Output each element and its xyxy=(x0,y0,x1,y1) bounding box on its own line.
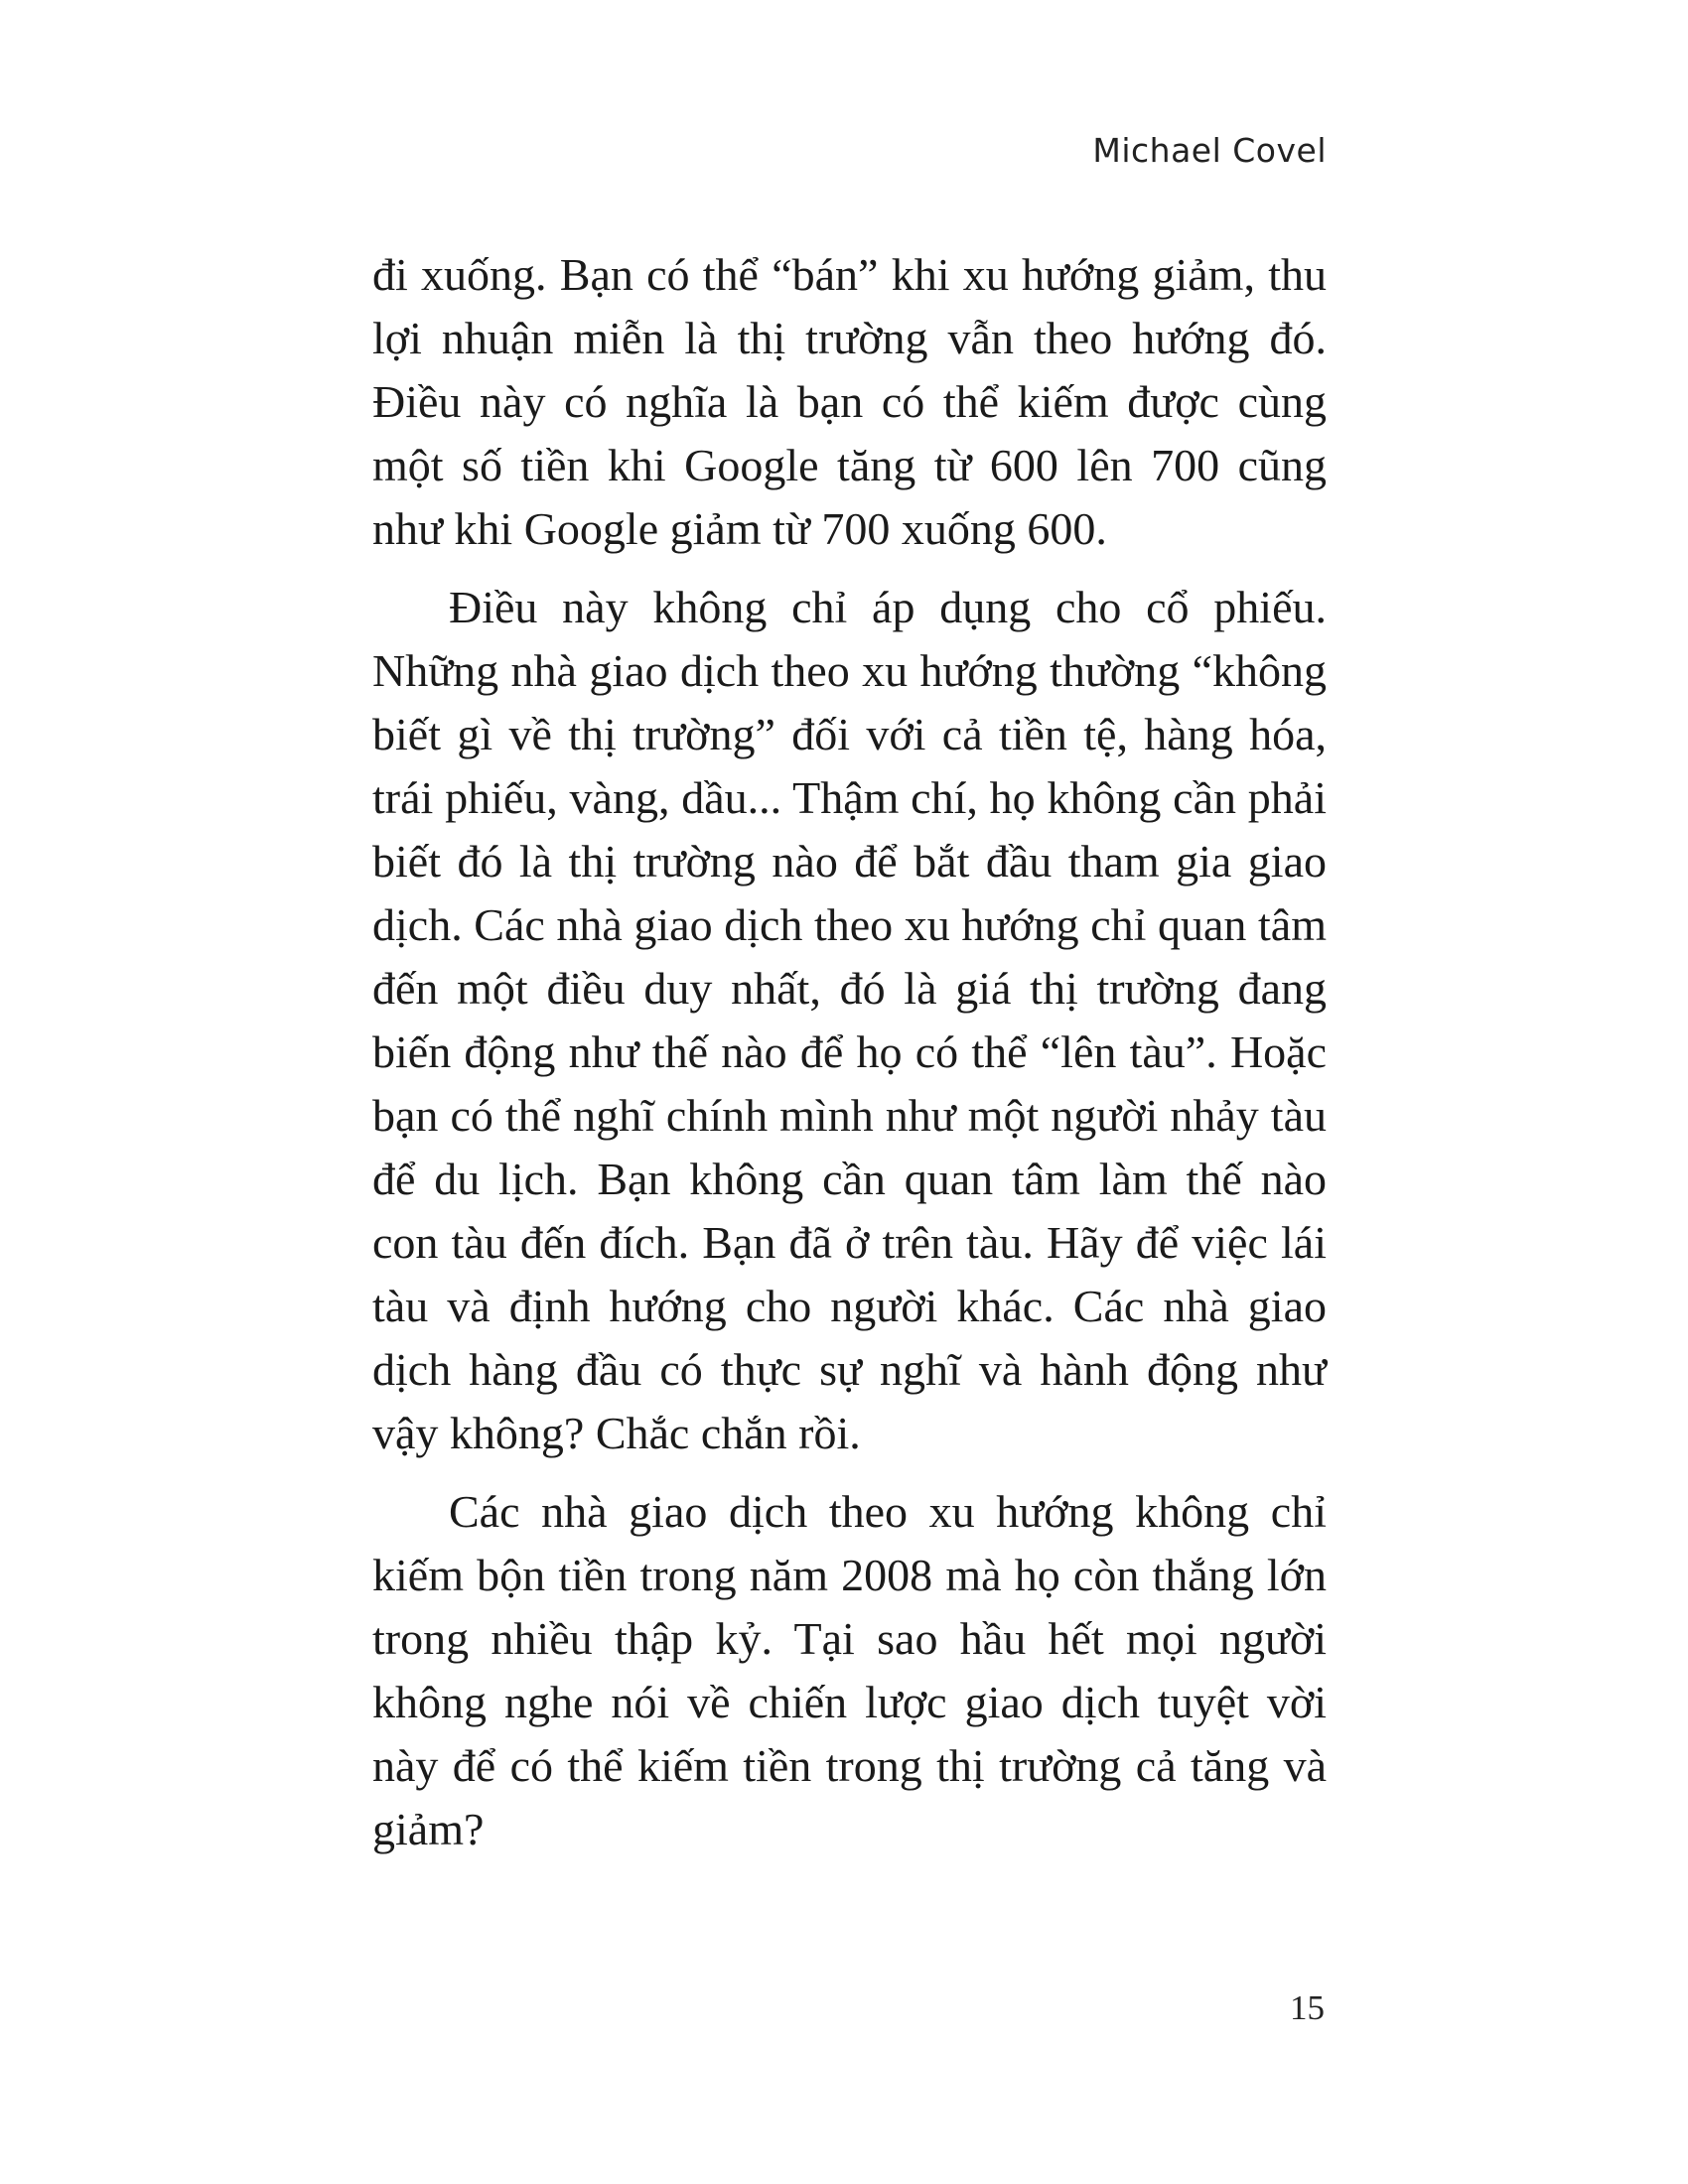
paragraph-3: Các nhà giao dịch theo xu hướng không chỉ kiếm bộn tiền trong năm 2008 mà họ còn thắng lớn trong nhiều thập kỷ. Tại sao hầu hết mọi người không nghe nói về chiến lược giao dịch tuyệt vời này để có thể kiếm tiền trong thị trường cả tăng và giảm? xyxy=(372,1486,1327,1854)
paragraph-2: Điều này không chỉ áp dụng cho cổ phiếu. Những nhà giao dịch theo xu hướng thường “không biết gì về thị trường” đối với cả tiền tệ, hàng hóa, trái phiếu, vàng, dầu... Thậm chí, họ không cần phải biết đó là thị trường nào để bắt đầu tham gia giao dịch. Các nhà giao dịch theo xu hướng chỉ quan tâm đến một điều duy nhất, đó là giá thị trường đang biến động như thế nào để họ có thể “lên tàu”. Hoặc bạn có thể nghĩ chính mình như một người nhảy tàu để du lịch. Bạn không cần quan tâm làm thế nào con tàu đến đích. Bạn đã ở trên tàu. Hãy để việc lái tàu và định hướng cho người khác. Các nhà giao dịch hàng đầu có thực sự nghĩ và hành động như vậy không? Chắc chắn rồi. xyxy=(372,582,1327,1458)
running-head-author: Michael Covel xyxy=(1092,131,1327,170)
paragraph-1: đi xuống. Bạn có thể “bán” khi xu hướng giảm, thu lợi nhuận miễn là thị trường vẫn theo hướng đó. Điều này có nghĩa là bạn có thể kiếm được cùng một số tiền khi Google tăng từ 600 lên 700 cũng như khi Google giảm từ 700 xuống 600. xyxy=(372,249,1327,554)
page-number: 15 xyxy=(1290,1988,1325,2027)
body-text xyxy=(372,243,1327,1876)
